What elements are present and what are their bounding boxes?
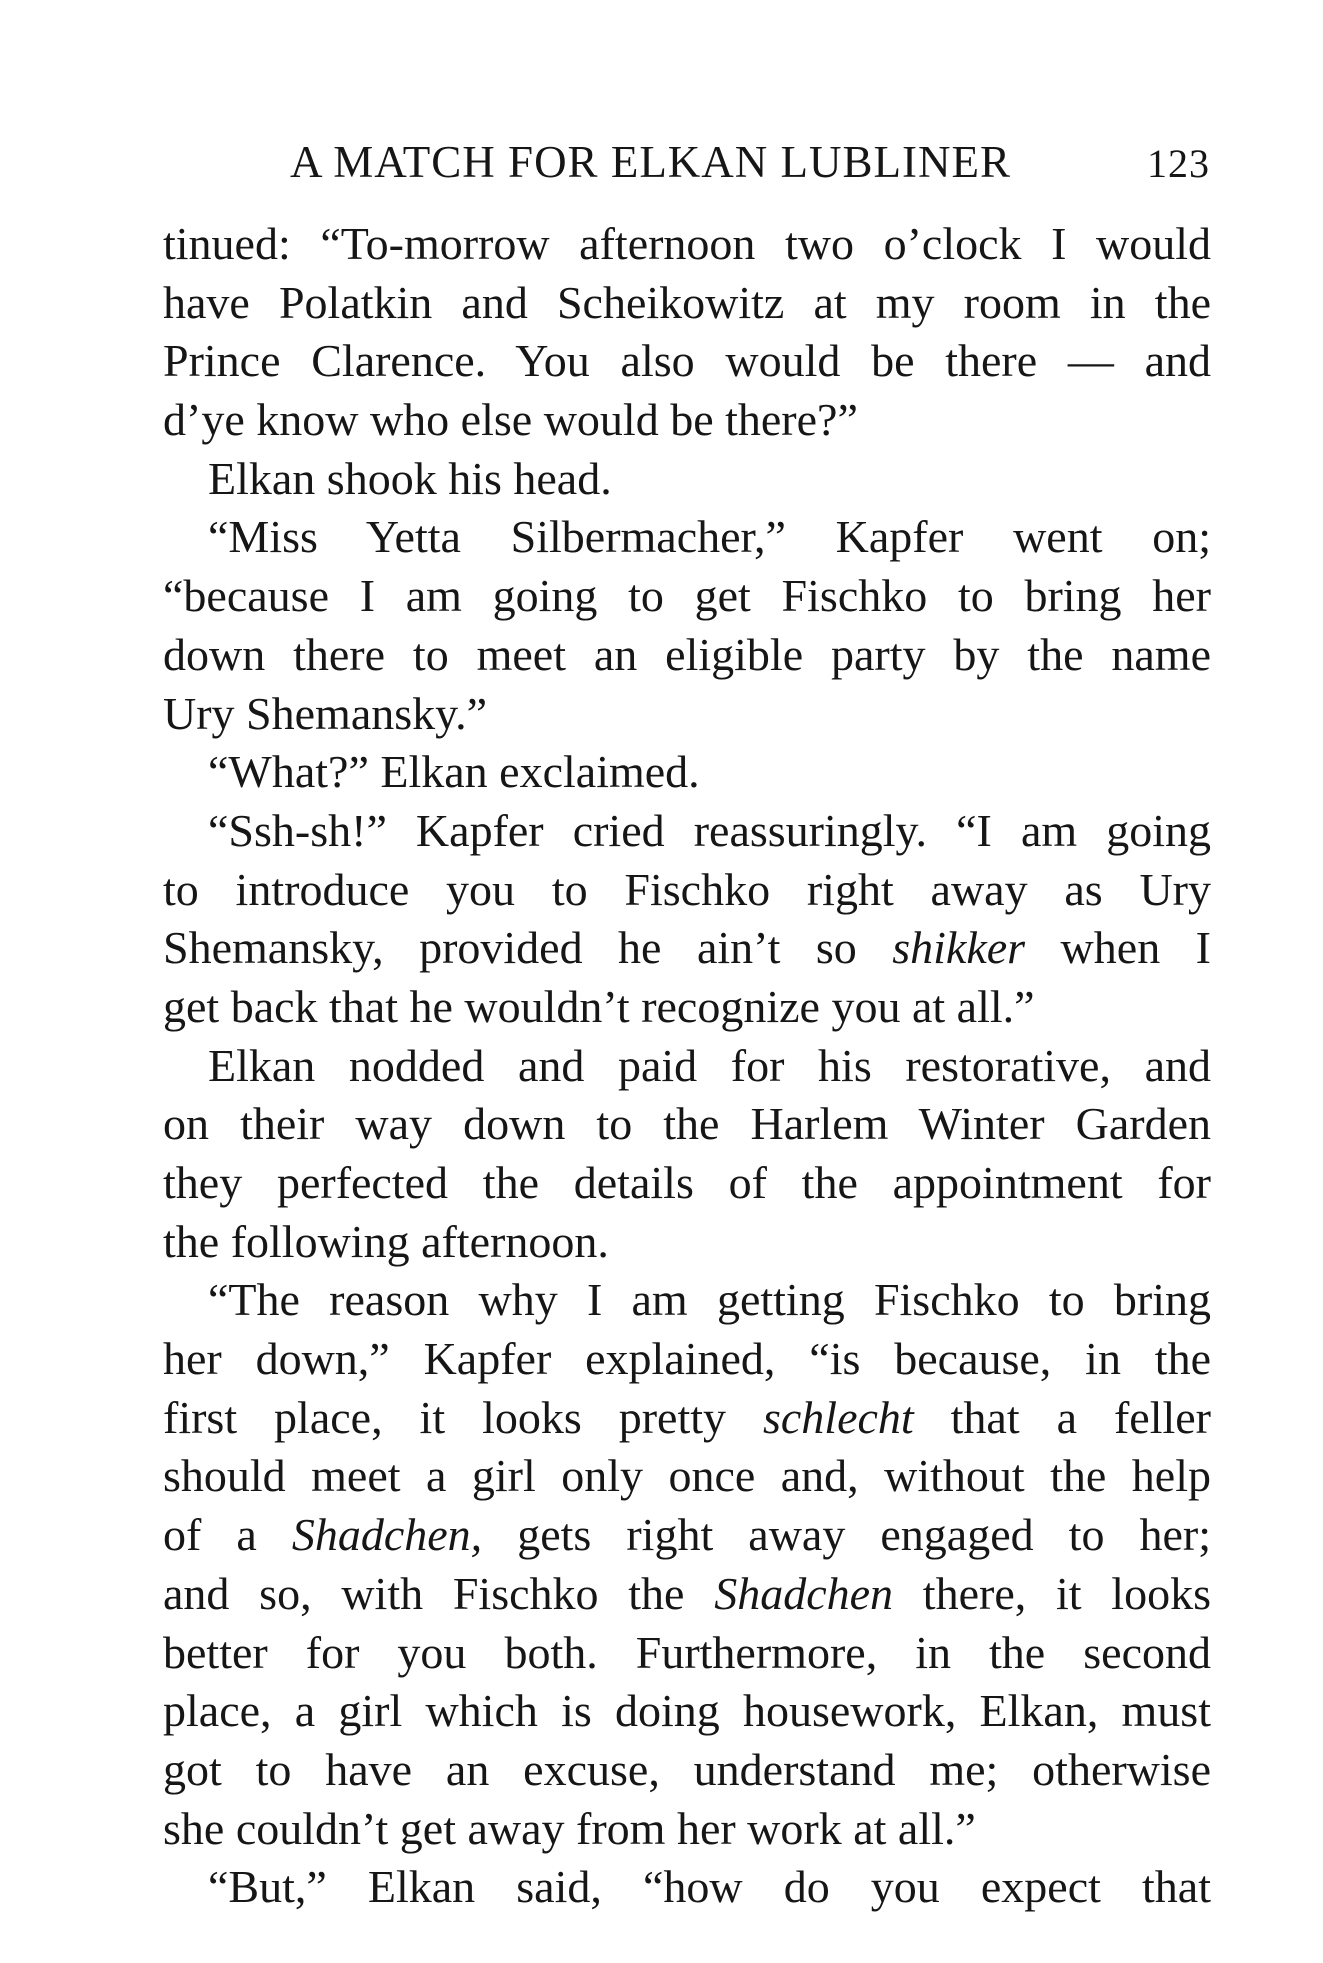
text-run: Shemansky, provided he ain’t so xyxy=(163,922,893,974)
running-head xyxy=(290,136,1210,196)
text-line xyxy=(163,1506,1211,1565)
text-line xyxy=(163,919,1211,978)
text-run: and so, with Fischko the xyxy=(163,1567,715,1619)
text-line: “But,” Elkan said, “how do you expect that xyxy=(208,1861,1211,1913)
text-line: better for you both. Furthermore, in the second xyxy=(163,1626,1211,1678)
text-line: “Ssh-sh!” Kapfer cried reassuringly. “I am going xyxy=(208,804,1211,856)
page-number: 123 xyxy=(1147,141,1210,186)
text-run: of a xyxy=(163,1509,292,1561)
text-line: they perfected the details of the appointment for xyxy=(163,1157,1211,1208)
text-line: “What?” Elkan exclaimed. xyxy=(208,746,700,798)
text-run: when I xyxy=(1025,922,1211,974)
text-run: first place, it looks pretty xyxy=(163,1391,763,1443)
text-line: d’ye know who else would be there?” xyxy=(163,394,858,446)
text-line: Prince Clarence. You also would be there — and xyxy=(163,335,1211,387)
text-line: should meet a girl only once and, without the help xyxy=(163,1450,1211,1502)
italic-word: Shadchen xyxy=(714,1567,894,1619)
italic-word: Shadchen, xyxy=(291,1509,483,1561)
text-line: have Polatkin and Scheikowitz at my room in the xyxy=(163,276,1211,328)
text-line: got to have an excuse, understand me; otherwise xyxy=(163,1743,1211,1795)
text-line: Ury Shemansky.” xyxy=(163,687,488,739)
text-line: Elkan nodded and paid for his restorative, and xyxy=(208,1039,1211,1091)
text-line: “Miss Yetta Silbermacher,” Kapfer went on; xyxy=(208,511,1211,563)
italic-word: shikker xyxy=(892,922,1026,974)
text-line: “The reason why I am getting Fischko to bring xyxy=(208,1274,1211,1326)
text-line: “because I am going to get Fischko to bring her xyxy=(163,570,1211,622)
text-line: Elkan shook his head. xyxy=(208,452,612,504)
text-line: her down,” Kapfer explained, “is because, in the xyxy=(163,1333,1211,1385)
text-line xyxy=(163,1565,1211,1624)
text-line: on their way down to the Harlem Winter Garden xyxy=(163,1098,1211,1150)
running-title: A MATCH FOR ELKAN LUBLINER xyxy=(290,137,1012,187)
text-run: there, it looks xyxy=(893,1567,1211,1619)
text-line: the following afternoon. xyxy=(163,1215,609,1267)
text-line: tinued: “To-morrow afternoon two o’clock I would xyxy=(163,218,1211,269)
text-line: to introduce you to Fischko right away as Ury xyxy=(163,863,1211,915)
text-line: down there to meet an eligible party by the name xyxy=(163,628,1211,680)
text-line xyxy=(163,1389,1211,1448)
text-run: gets right away engaged to her; xyxy=(482,1509,1211,1561)
body-text xyxy=(163,215,1211,1917)
italic-word: schlecht xyxy=(762,1391,914,1443)
text-run: that a feller xyxy=(913,1391,1211,1443)
text-line: get back that he wouldn’t recognize you at all.” xyxy=(163,980,1035,1032)
text-line: she couldn’t get away from her work at all.” xyxy=(163,1802,976,1854)
text-line: place, a girl which is doing housework, Elkan, must xyxy=(163,1685,1211,1737)
